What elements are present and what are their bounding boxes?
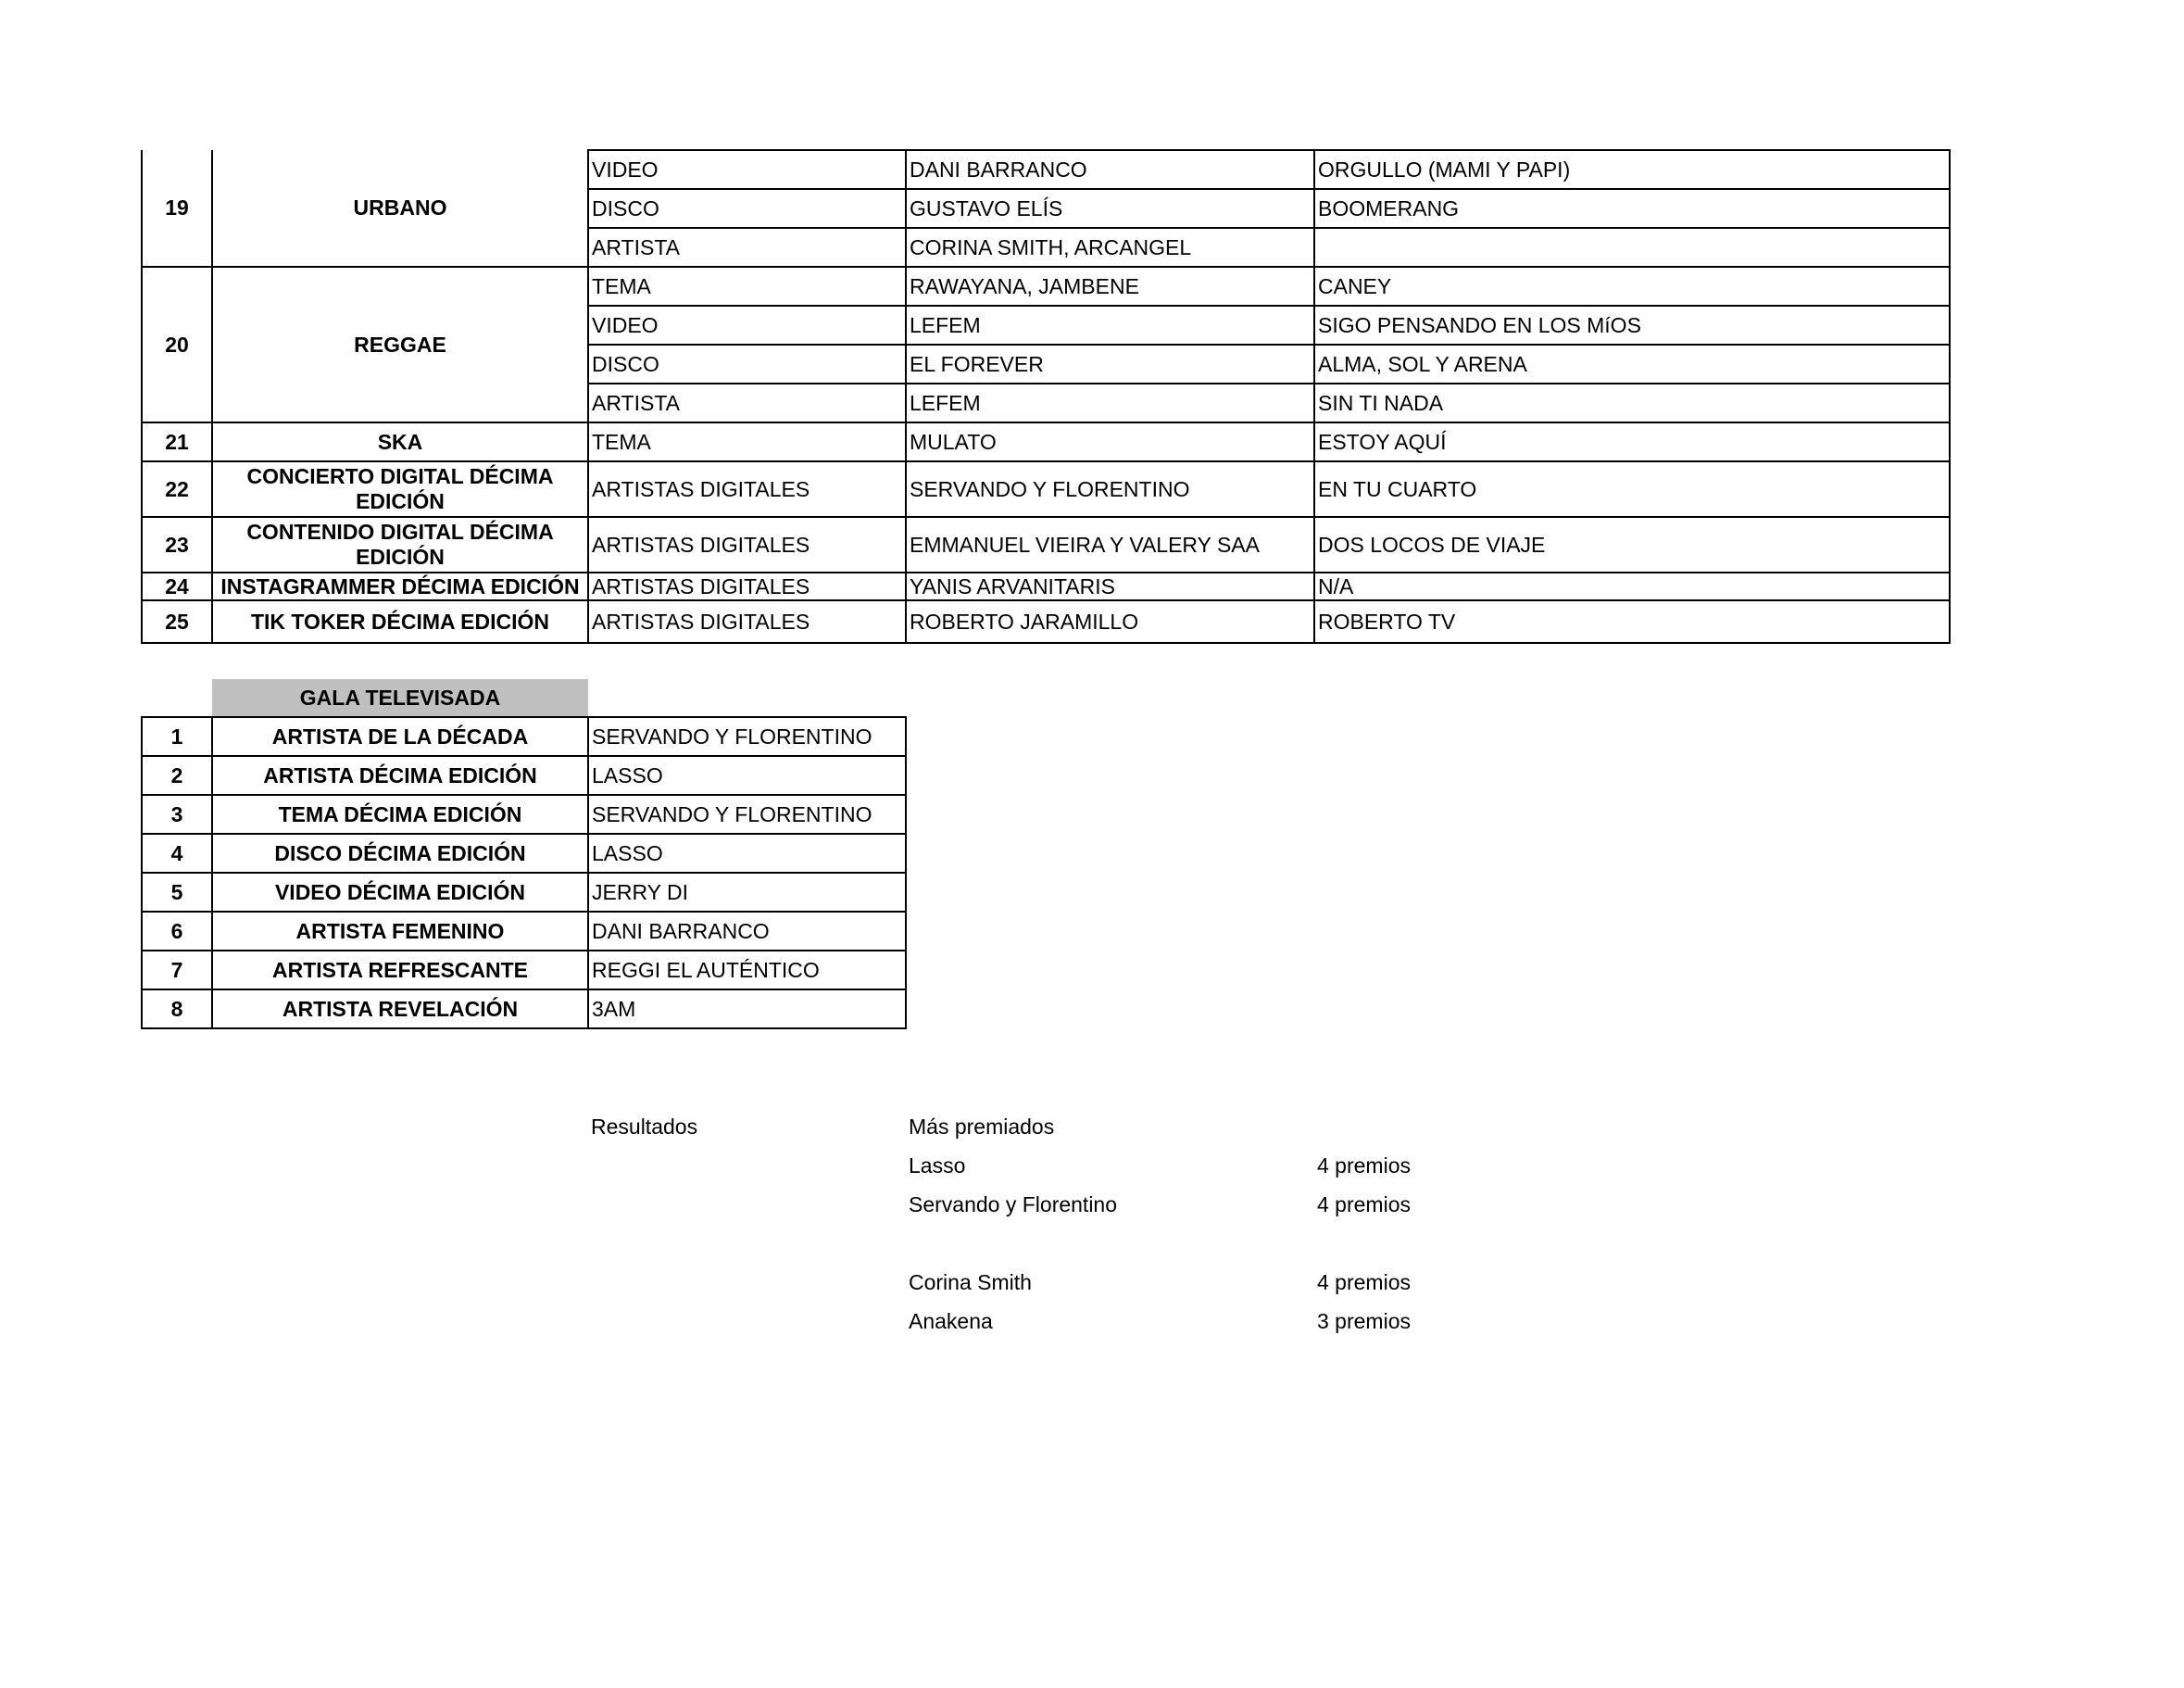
- table-row: [142, 756, 906, 795]
- gala-category: ARTISTA REVELACIÓN: [212, 989, 588, 1028]
- gala-number: 4: [142, 834, 212, 873]
- gala-table: [141, 679, 907, 1029]
- nomination-type: ARTISTA: [588, 384, 906, 422]
- gala-number: 3: [142, 795, 212, 834]
- nomination-artist: MULATO: [906, 422, 1314, 461]
- gala-category: ARTISTA FEMENINO: [212, 912, 588, 951]
- results-name-b1: Anakena: [909, 1309, 993, 1333]
- results-awards-b0: 4 premios: [1317, 1270, 1411, 1294]
- results-awards-a0: 4 premios: [1317, 1153, 1411, 1178]
- nomination-artist: LEFEM: [906, 384, 1314, 422]
- gala-header-spacer: [142, 679, 212, 717]
- nomination-artist: RAWAYANA, JAMBENE: [906, 267, 1314, 306]
- nomination-work: CANEY: [1314, 267, 1950, 306]
- group-category: CONCIERTO DIGITAL DÉCIMA EDICIÓN: [212, 461, 588, 517]
- group-category: INSTAGRAMMER DÉCIMA EDICIÓN: [212, 573, 588, 600]
- group-category: REGGAE: [212, 267, 588, 422]
- gala-category: ARTISTA DE LA DÉCADA: [212, 717, 588, 756]
- gala-number: 7: [142, 951, 212, 989]
- group-category: SKA: [212, 422, 588, 461]
- group-category: CONTENIDO DIGITAL DÉCIMA EDICIÓN: [212, 517, 588, 573]
- gala-winner: 3AM: [588, 989, 906, 1028]
- nomination-work: ROBERTO TV: [1314, 600, 1950, 643]
- table-row: [142, 717, 906, 756]
- group-number: 20: [142, 267, 212, 422]
- gala-category: TEMA DÉCIMA EDICIÓN: [212, 795, 588, 834]
- results-awards-b1: 3 premios: [1317, 1309, 1411, 1333]
- table-row: [142, 422, 1950, 461]
- nomination-work: ORGULLO (MAMI Y PAPI): [1314, 150, 1950, 189]
- nomination-type: TEMA: [588, 267, 906, 306]
- nomination-artist: EMMANUEL VIEIRA Y VALERY SAA: [906, 517, 1314, 573]
- gala-header-row: [142, 679, 906, 717]
- nomination-type: ARTISTA: [588, 228, 906, 267]
- gala-number: 8: [142, 989, 212, 1028]
- table-row: [142, 517, 1950, 573]
- nomination-type: TEMA: [588, 422, 906, 461]
- nomination-work: EN TU CUARTO: [1314, 461, 1950, 517]
- table-row: [142, 912, 906, 951]
- nomination-type: VIDEO: [588, 306, 906, 345]
- table-row: [142, 834, 906, 873]
- gala-number: 5: [142, 873, 212, 912]
- gala-number: 6: [142, 912, 212, 951]
- table-row: [142, 573, 1950, 600]
- group-category: TIK TOKER DÉCIMA EDICIÓN: [212, 600, 588, 643]
- table-row: [142, 600, 1950, 643]
- nomination-work: ESTOY AQUÍ: [1314, 422, 1950, 461]
- table-row: [142, 150, 1950, 189]
- nomination-type: ARTISTAS DIGITALES: [588, 517, 906, 573]
- group-number: 22: [142, 461, 212, 517]
- nomination-artist: SERVANDO Y FLORENTINO: [906, 461, 1314, 517]
- group-number: 24: [142, 573, 212, 600]
- results-label: Resultados: [591, 1115, 698, 1139]
- table-row: [142, 989, 906, 1028]
- results-awards-a1: 4 premios: [1317, 1192, 1411, 1216]
- gala-winner: LASSO: [588, 834, 906, 873]
- nomination-artist: GUSTAVO ELÍS: [906, 189, 1314, 228]
- gala-winner: LASSO: [588, 756, 906, 795]
- nomination-type: ARTISTAS DIGITALES: [588, 573, 906, 600]
- nomination-artist: ROBERTO JARAMILLO: [906, 600, 1314, 643]
- table-row: [142, 873, 906, 912]
- table-row: [142, 795, 906, 834]
- gala-winner: DANI BARRANCO: [588, 912, 906, 951]
- gala-number: 2: [142, 756, 212, 795]
- nomination-type: ARTISTAS DIGITALES: [588, 600, 906, 643]
- nomination-work: SIGO PENSANDO EN LOS MíOS: [1314, 306, 1950, 345]
- nomination-work: ALMA, SOL Y ARENA: [1314, 345, 1950, 384]
- gala-header: GALA TELEVISADA: [212, 679, 588, 717]
- results-name-a0: Lasso: [909, 1153, 966, 1178]
- group-category: URBANO: [212, 150, 588, 267]
- table-row: [142, 951, 906, 989]
- nomination-artist: LEFEM: [906, 306, 1314, 345]
- gala-winner: REGGI EL AUTÉNTICO: [588, 951, 906, 989]
- nomination-work: BOOMERANG: [1314, 189, 1950, 228]
- results-heading: Más premiados: [909, 1115, 1055, 1139]
- nominations-body: [142, 150, 1950, 643]
- gala-category: DISCO DÉCIMA EDICIÓN: [212, 834, 588, 873]
- gala-category: VIDEO DÉCIMA EDICIÓN: [212, 873, 588, 912]
- group-number: 19: [142, 150, 212, 267]
- results-name-b0: Corina Smith: [909, 1270, 1032, 1294]
- results-name-a1: Servando y Florentino: [909, 1192, 1118, 1216]
- gala-winner: JERRY DI: [588, 873, 906, 912]
- nomination-work: DOS LOCOS DE VIAJE: [1314, 517, 1950, 573]
- nomination-type: VIDEO: [588, 150, 906, 189]
- nomination-artist: CORINA SMITH, ARCANGEL: [906, 228, 1314, 267]
- gala-winner: SERVANDO Y FLORENTINO: [588, 717, 906, 756]
- nomination-type: ARTISTAS DIGITALES: [588, 461, 906, 517]
- group-number: 23: [142, 517, 212, 573]
- gala-number: 1: [142, 717, 212, 756]
- nomination-type: DISCO: [588, 345, 906, 384]
- gala-winner: SERVANDO Y FLORENTINO: [588, 795, 906, 834]
- nomination-work: [1314, 228, 1950, 267]
- nomination-artist: EL FOREVER: [906, 345, 1314, 384]
- gala-header-spacer: [588, 679, 906, 717]
- nomination-work: SIN TI NADA: [1314, 384, 1950, 422]
- gala-category: ARTISTA DÉCIMA EDICIÓN: [212, 756, 588, 795]
- nominations-table: [141, 149, 1951, 644]
- group-number: 21: [142, 422, 212, 461]
- nomination-artist: YANIS ARVANITARIS: [906, 573, 1314, 600]
- table-row: [142, 267, 1950, 306]
- gala-category: ARTISTA REFRESCANTE: [212, 951, 588, 989]
- nomination-work: N/A: [1314, 573, 1950, 600]
- table-row: [142, 461, 1950, 517]
- group-number: 25: [142, 600, 212, 643]
- nomination-type: DISCO: [588, 189, 906, 228]
- gala-body: [142, 679, 906, 1028]
- nomination-artist: DANI BARRANCO: [906, 150, 1314, 189]
